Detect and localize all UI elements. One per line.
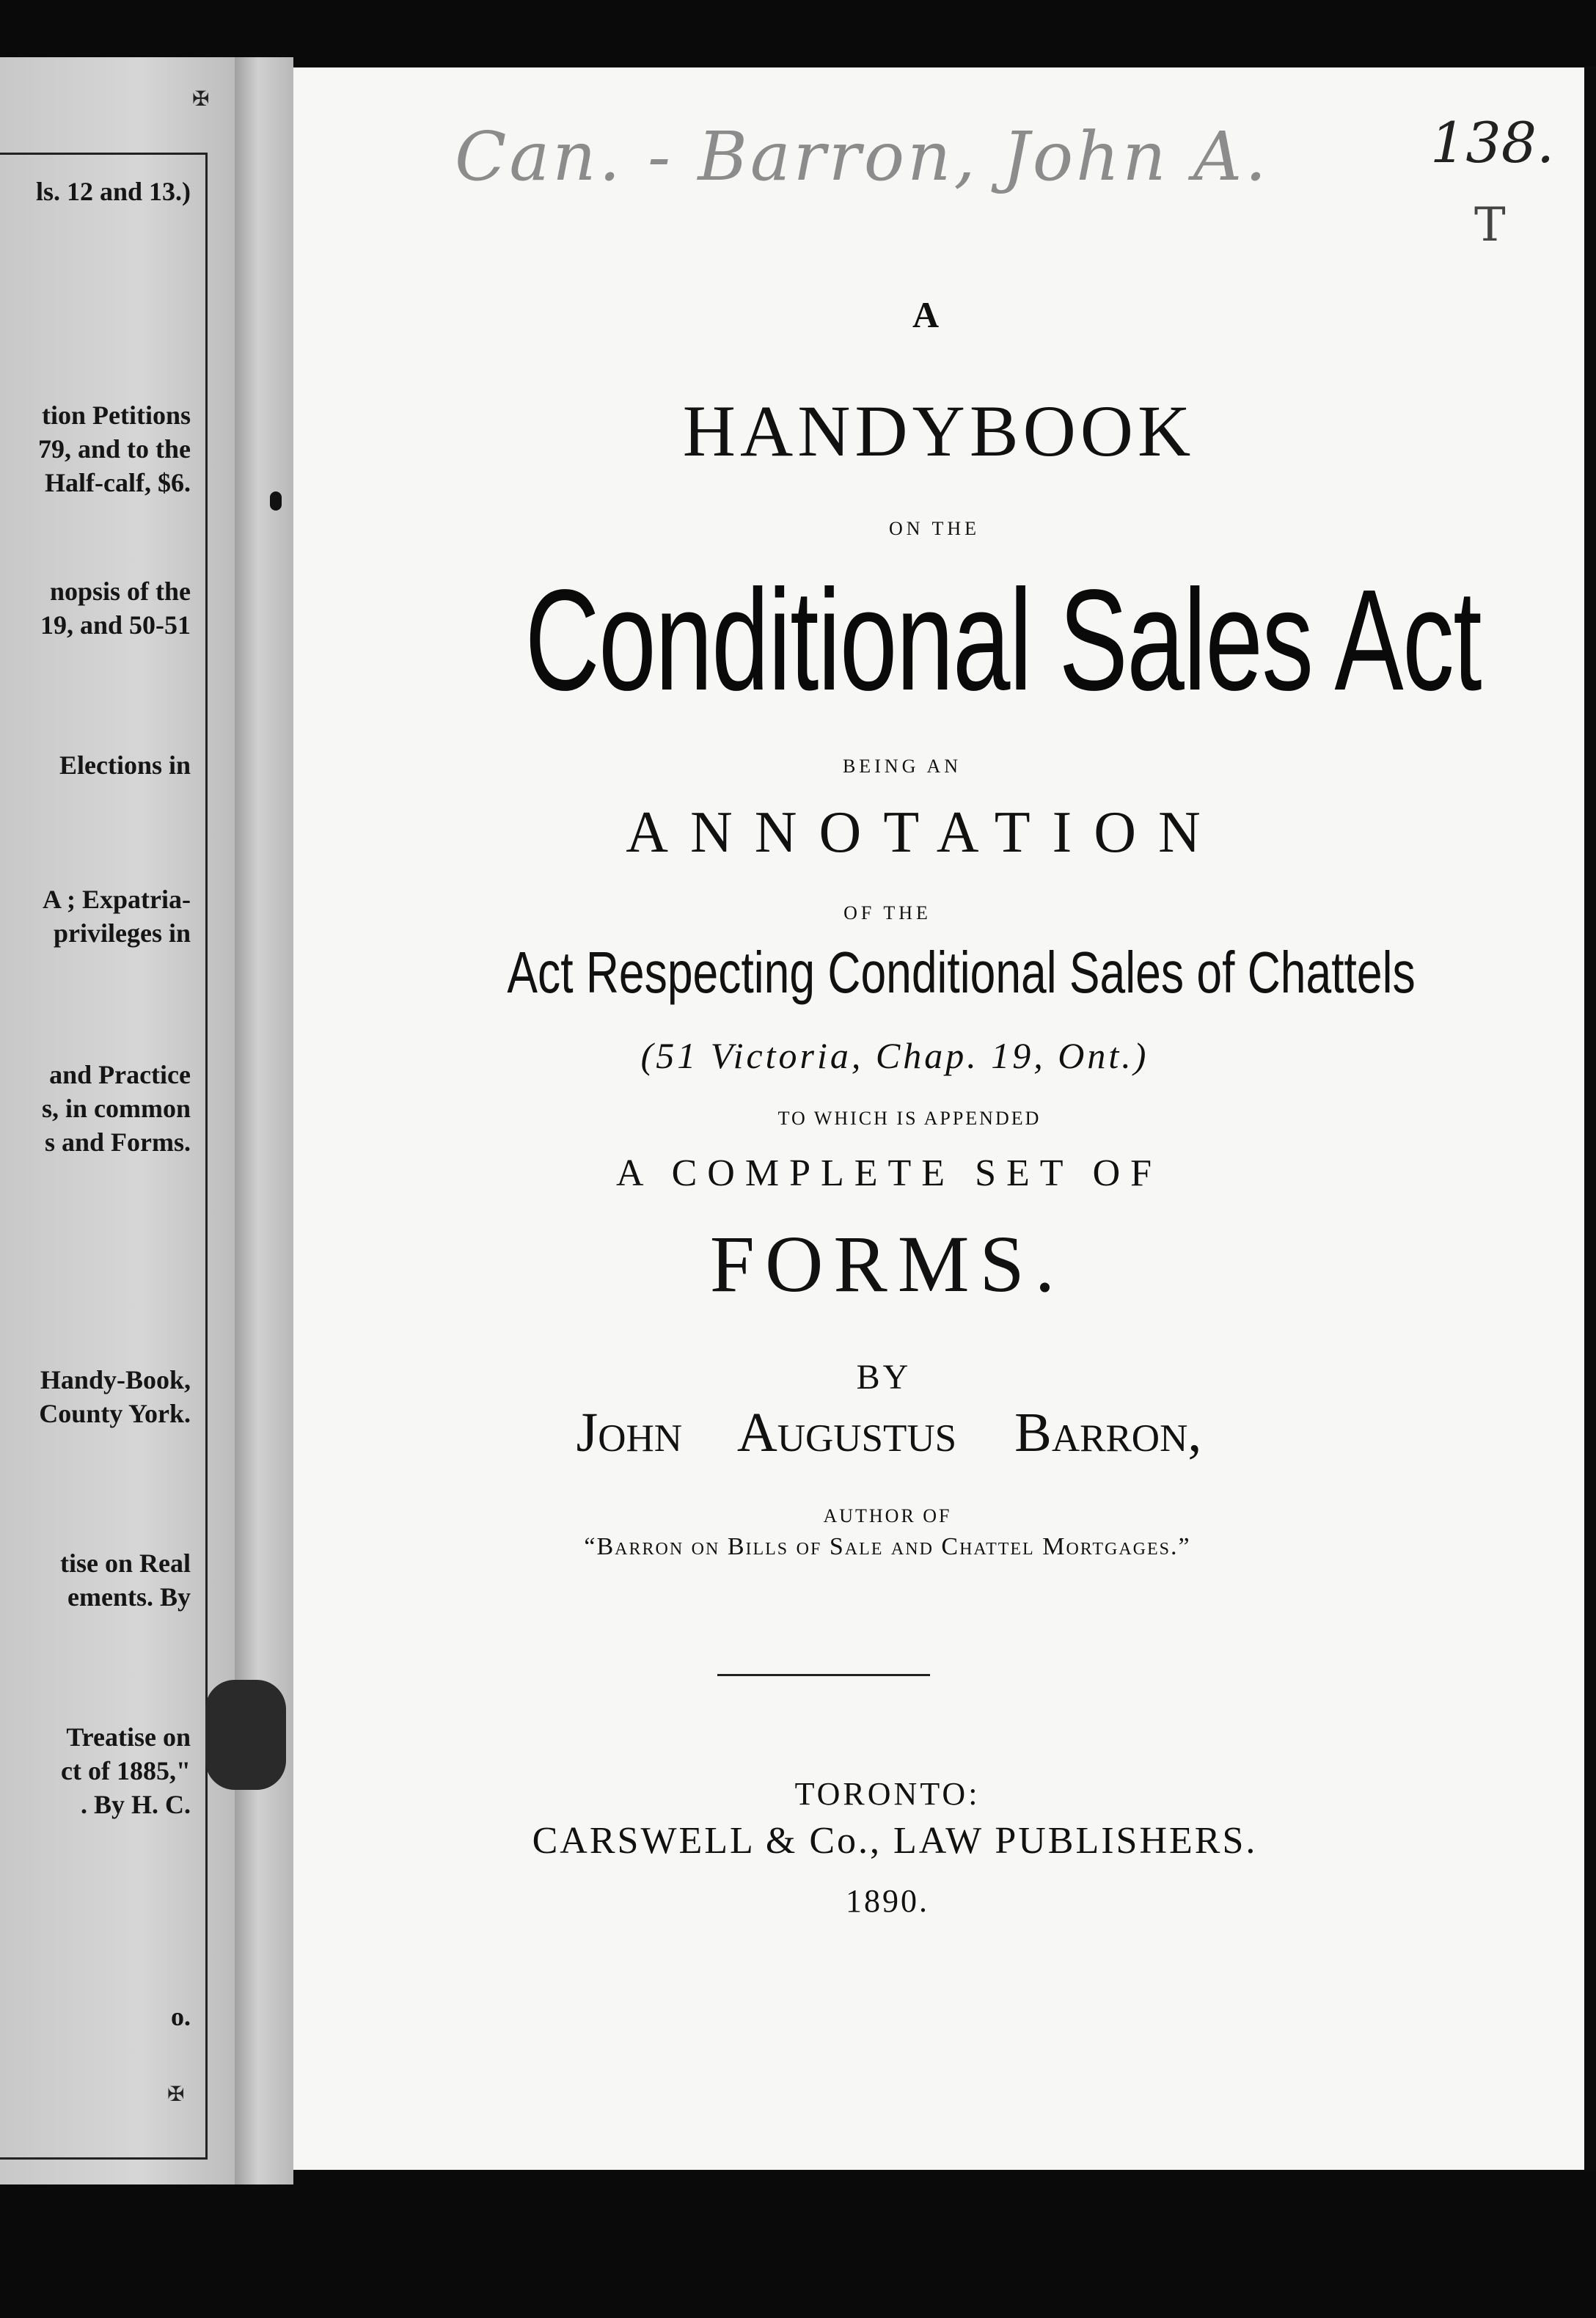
left-page-line: ct of 1885," [61, 1756, 191, 1785]
left-page-line: ements. By [67, 1582, 191, 1612]
left-page-line: and Practice [49, 1060, 191, 1089]
left-page-line: Handy-Book, [40, 1365, 191, 1394]
left-page-line: 79, and to the [37, 434, 191, 464]
divider-rule [717, 1674, 930, 1676]
ink-spot [270, 491, 282, 511]
title-being-an: BEING AN [842, 756, 962, 777]
left-page-line: s and Forms. [44, 1127, 191, 1157]
author-of-label: AUTHOR OF [823, 1505, 952, 1527]
author-other-work: “Barron on Bills of Sale and Chattel Mortgages.” [584, 1533, 1191, 1560]
left-page-line: Elections in [59, 750, 191, 780]
imprint-publisher: CARSWELL & Co., LAW PUBLISHERS. [532, 1820, 1258, 1862]
handwritten-call-number: 138. [1430, 110, 1555, 175]
scan-top-border [0, 0, 1596, 66]
ornament-icon: ✠ [167, 2083, 185, 2106]
left-page-line: 19, and 50-51 [40, 610, 191, 640]
imprint-city: TORONTO: [794, 1776, 981, 1812]
left-page-line: s, in common [41, 1094, 191, 1123]
title-by: BY [856, 1358, 912, 1397]
title-annotation: ANNOTATION [626, 800, 1223, 865]
title-article: A [912, 294, 940, 335]
handwritten-catalog-note: Can. - Barron, John A. [455, 117, 1270, 196]
left-page-line: Half-calf, $6. [45, 468, 191, 497]
handwritten-call-letter: T [1474, 198, 1506, 252]
imprint-year: 1890. [846, 1883, 929, 1919]
title-on-the: ON THE [888, 518, 981, 539]
left-page-line: o. [171, 2002, 191, 2031]
left-page-line: nopsis of the [49, 577, 191, 606]
scan-bottom-border [0, 2171, 1596, 2318]
left-page-line: A ; Expatria- [43, 885, 191, 914]
left-page-line: ls. 12 and 13.) [35, 177, 191, 206]
title-handbook: HANDYBOOK [682, 390, 1196, 472]
binding-hole [205, 1680, 286, 1790]
left-page-line: County York. [39, 1399, 191, 1428]
main-title: Conditional Sales Act [524, 560, 1482, 720]
title-appended: TO WHICH IS APPENDED [777, 1108, 1042, 1129]
left-page-line: Treatise on [66, 1722, 191, 1752]
author-name: John Augustus Barron, [576, 1402, 1202, 1463]
statute-citation: (51 Victoria, Chap. 19, Ont.) [640, 1035, 1149, 1076]
act-title: Act Respecting Conditional Sales of Chattels [507, 940, 1416, 1005]
left-page-line: tise on Real [60, 1549, 191, 1578]
left-page-line: tion Petitions [42, 401, 191, 430]
title-of-the: OF THE [843, 902, 931, 924]
ornament-icon: ✠ [192, 88, 210, 111]
left-page-line: . By H. C. [80, 1790, 191, 1819]
previous-page-strip [0, 57, 235, 2184]
title-complete-set: A COMPLETE SET OF [615, 1152, 1163, 1194]
title-forms: FORMS. [709, 1219, 1066, 1309]
left-page-line: privileges in [54, 918, 191, 948]
